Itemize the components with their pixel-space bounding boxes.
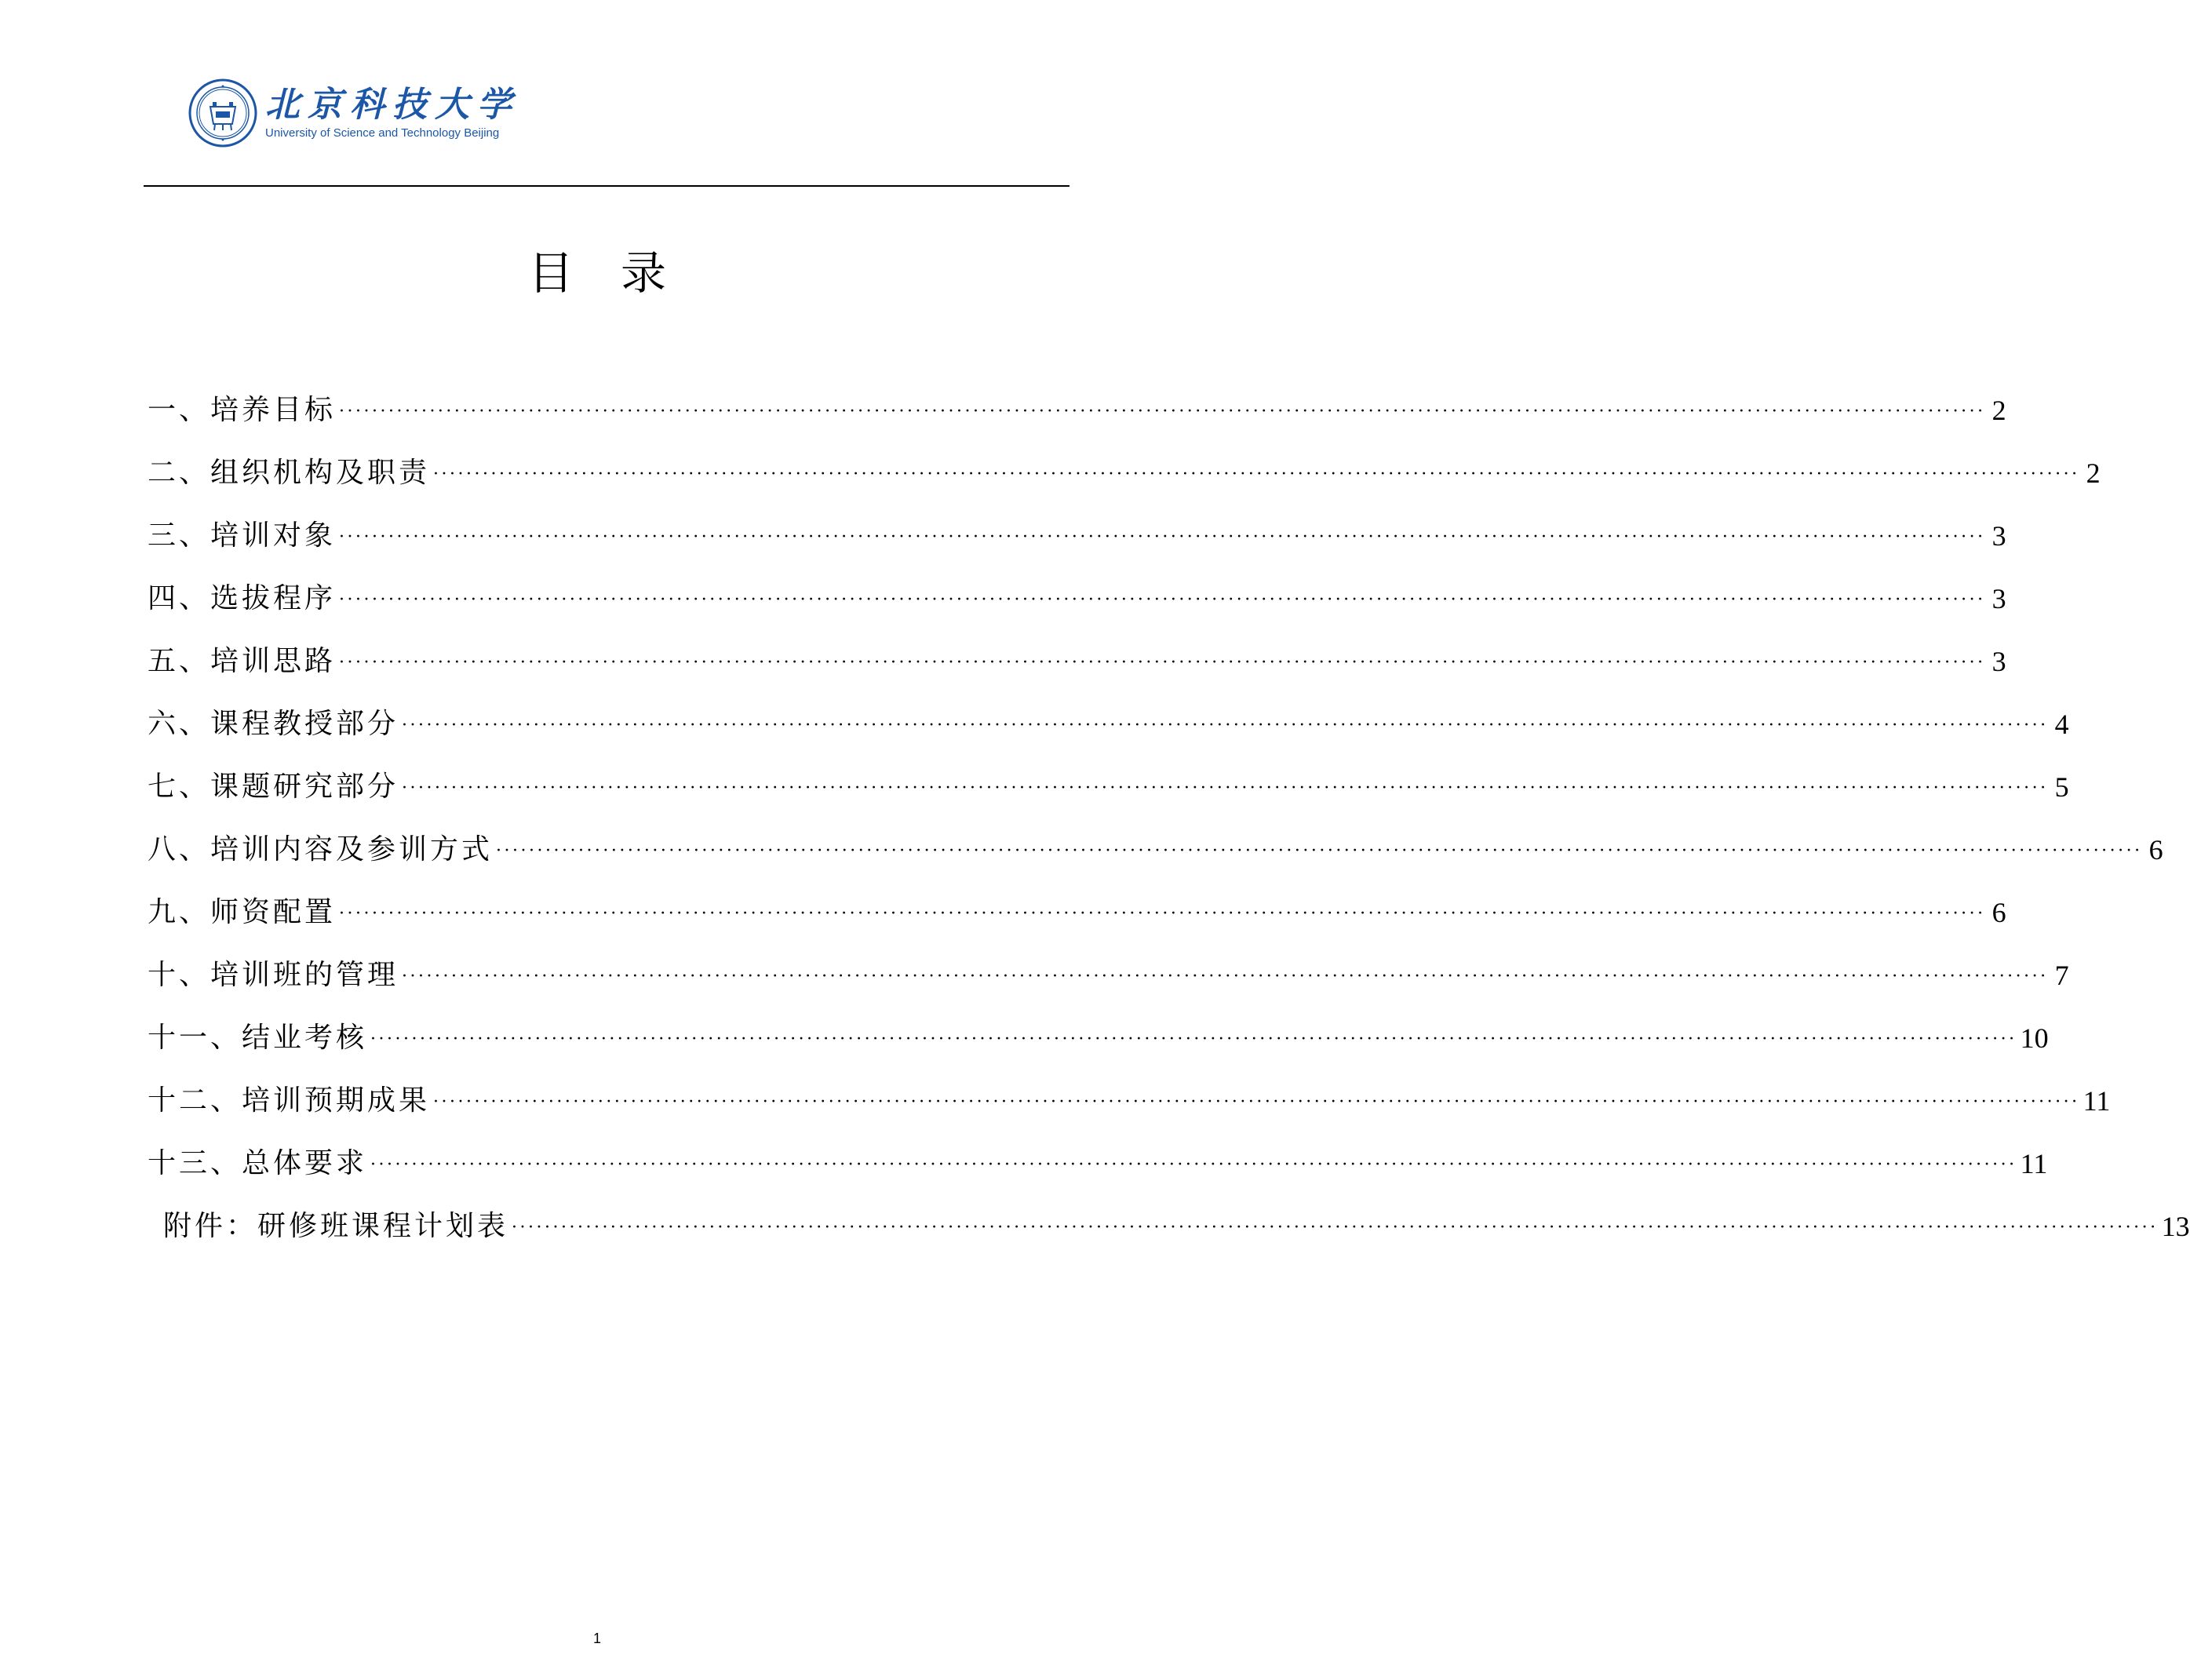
toc-entry-label: 五、培训思路 [148, 645, 337, 677]
toc-entry-page: 7 [2054, 960, 2069, 991]
toc-entry-label: 四、选拔程序 [148, 582, 337, 614]
toc-entry-page: 11 [2020, 1148, 2048, 1179]
toc-entry[interactable] [148, 1016, 2049, 1060]
toc-entry-page: 13 [2161, 1211, 2190, 1242]
toc-entry-page: 6 [1991, 897, 2006, 928]
toc-entry[interactable] [148, 388, 2006, 432]
toc-entry-page: 4 [2054, 709, 2069, 740]
toc-dot-leader: ········································································································································································································ [402, 778, 2049, 798]
toc-dot-leader: ········································································································································································································ [339, 590, 1986, 610]
toc-dot-leader: ········································································································································································································ [370, 1030, 2017, 1049]
toc-entry-page: 3 [1991, 520, 2006, 552]
toc-entry[interactable] [148, 702, 2069, 746]
toc-entry-label: 十三、总体要求 [148, 1147, 368, 1179]
toc-entry-label: 三、培训对象 [148, 519, 337, 552]
toc-entry[interactable] [148, 1142, 2048, 1186]
toc-dot-leader: ········································································································································································································ [496, 841, 2143, 861]
toc-dot-leader: ········································································································································································································ [339, 527, 1986, 547]
toc-entry[interactable] [148, 640, 2006, 683]
page-number: 1 [592, 1631, 601, 1646]
toc-dot-leader: ········································································································································································································ [433, 465, 2080, 484]
toc-dot-leader: ········································································································································································································ [402, 716, 2049, 735]
toc-entry-label: 八、培训内容及参训方式 [148, 833, 494, 866]
toc-entry-label: 一、培养目标 [148, 394, 337, 426]
toc-entry-label: 二、组织机构及职责 [148, 457, 431, 489]
toc-entry-label: 附件：研修班课程计划表 [163, 1210, 509, 1242]
toc-entry-label: 十二、培训预期成果 [148, 1084, 431, 1117]
toc-entry-label: 十、培训班的管理 [148, 959, 399, 991]
toc-entry[interactable] [148, 514, 2006, 558]
logo-chinese-name: 北京科技大学 [265, 85, 519, 125]
toc-dot-leader: ········································································································································································································ [433, 1092, 2080, 1112]
toc-entry-label: 九、师资配置 [148, 896, 337, 928]
toc-dot-leader: ········································································································································································································ [512, 1218, 2159, 1237]
toc-dot-leader: ········································································································································································································ [370, 1155, 2017, 1175]
toc-entry-page: 11 [2083, 1085, 2111, 1117]
toc-entry-label: 七、课题研究部分 [148, 771, 399, 803]
toc-dot-leader: ········································································································································································································ [339, 402, 1986, 421]
toc-entry[interactable] [148, 577, 2006, 621]
toc-entry-page: 5 [2054, 771, 2069, 803]
toc-entry-label: 六、课程教授部分 [148, 708, 399, 740]
toc-entry[interactable] [163, 1204, 2190, 1248]
toc-entry[interactable] [148, 1079, 2111, 1123]
toc-entry[interactable] [148, 765, 2069, 809]
toc-dot-leader: ········································································································································································································ [402, 967, 2049, 986]
page-title: 目录 [527, 246, 713, 300]
toc-entry-page: 2 [1991, 395, 2006, 426]
toc-dot-leader: ········································································································································································································ [339, 904, 1986, 924]
toc-entry[interactable] [148, 451, 2101, 495]
toc-entry-page: 2 [2086, 457, 2101, 489]
toc-entry[interactable] [148, 953, 2069, 997]
toc-entry-page: 3 [1991, 583, 2006, 614]
toc-entry-page: 10 [2020, 1022, 2049, 1054]
toc-entry[interactable] [148, 828, 2163, 872]
toc-entry-page: 6 [2148, 834, 2163, 866]
toc-entry-label: 十一、结业考核 [148, 1022, 368, 1054]
toc-dot-leader: ········································································································································································································ [339, 653, 1986, 672]
toc-entry[interactable] [148, 891, 2006, 935]
logo-english-name: University of Science and Technology Beijing [265, 126, 500, 140]
toc-entry-page: 3 [1991, 646, 2006, 677]
